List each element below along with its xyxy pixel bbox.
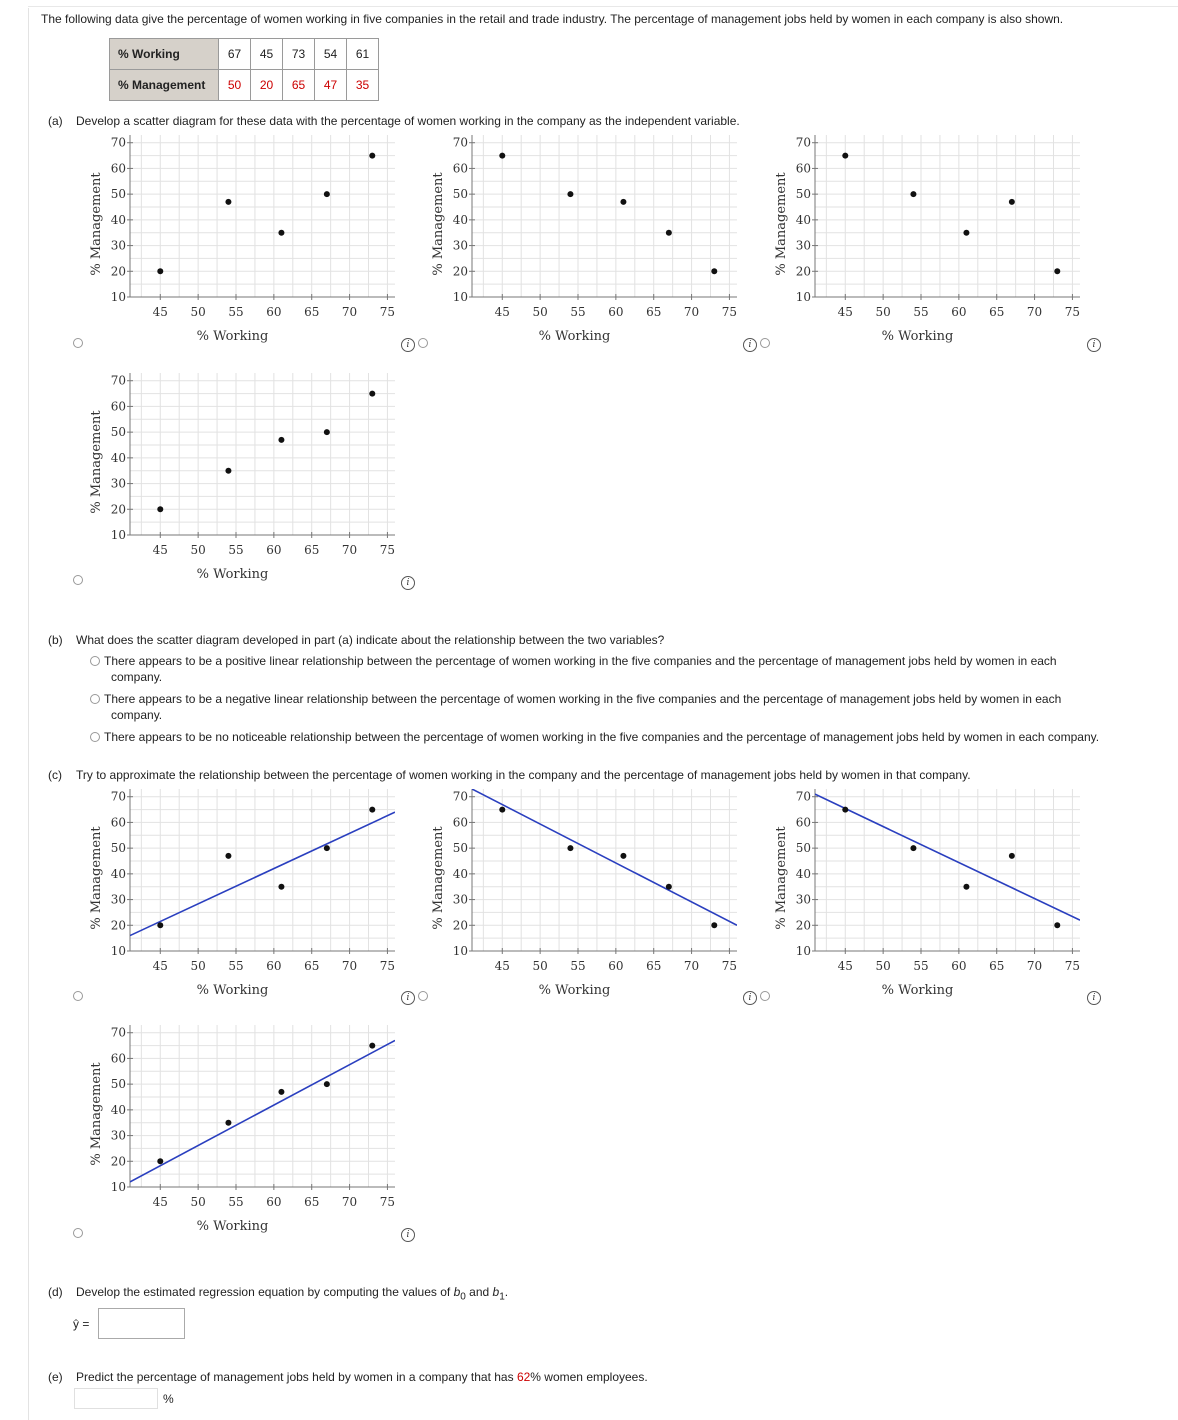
x-tick-label: 70: [341, 959, 358, 973]
y-tick-label: 50: [452, 187, 468, 202]
percent-value: 62: [516, 1370, 531, 1384]
data-point: [711, 268, 717, 274]
y-tick-label: 30: [110, 892, 126, 907]
data-point: [225, 1120, 231, 1126]
info-icon[interactable]: i: [1087, 991, 1101, 1005]
info-icon[interactable]: i: [401, 576, 415, 590]
y-axis-label: % Management: [89, 826, 104, 930]
x-tick-label: 60: [266, 543, 282, 557]
y-tick-label: 60: [110, 815, 126, 830]
table-cell: 45: [251, 39, 283, 70]
data-point: [620, 199, 626, 205]
x-tick-label: 70: [683, 959, 700, 973]
data-point: [369, 391, 375, 397]
y-tick-label: 30: [110, 476, 126, 491]
x-tick-label: 75: [1064, 959, 1081, 973]
top-divider: [28, 6, 1178, 7]
table-cell: 67: [219, 39, 251, 70]
x-tick-label: 55: [228, 543, 244, 557]
y-tick-label: 70: [795, 789, 811, 804]
x-tick-label: 75: [379, 1195, 396, 1209]
x-axis-label: % Working: [196, 567, 269, 582]
info-icon[interactable]: i: [401, 991, 415, 1005]
fit-plot-c4: [80, 1025, 410, 1240]
data-point: [157, 922, 163, 928]
data-table: [109, 38, 379, 101]
data-point: [910, 191, 916, 197]
y-axis-label: % Management: [774, 826, 789, 930]
scatter-plot-a4: [80, 373, 410, 588]
data-point: [157, 268, 163, 274]
table-cell: 35: [347, 70, 379, 101]
scatter-plot-a3: [765, 135, 1095, 350]
y-tick-label: 50: [110, 425, 126, 440]
part-a-question: [48, 114, 740, 128]
x-tick-label: 45: [152, 305, 168, 319]
info-icon[interactable]: i: [401, 1228, 415, 1242]
y-tick-label: 60: [110, 161, 126, 176]
percent-unit: %: [163, 1392, 174, 1406]
data-point: [1009, 853, 1015, 859]
fit-plot-c3: [765, 789, 1095, 1004]
y-axis-label: % Management: [89, 172, 104, 276]
x-tick-label: 70: [341, 305, 358, 319]
part-c-question: [48, 768, 971, 782]
data-point: [369, 1043, 375, 1049]
y-tick-label: 50: [452, 841, 468, 856]
x-tick-label: 75: [1064, 305, 1081, 319]
x-tick-label: 65: [989, 305, 1005, 319]
radio-c-option-3[interactable]: [760, 991, 770, 1001]
radio-a-option-3[interactable]: [760, 338, 770, 348]
data-point: [369, 153, 375, 159]
data-point: [225, 199, 231, 205]
option-text: There appears to be a negative linear relationship between the percentage of women working in the five companies and the percentage of management jobs held by women in each: [104, 692, 1062, 706]
y-tick-label: 20: [110, 502, 126, 517]
y-tick-label: 70: [795, 135, 811, 150]
data-point: [666, 884, 672, 890]
data-point: [499, 807, 505, 813]
option-b-negative[interactable]: [104, 691, 1061, 723]
option-text: There appears to be a positive linear relationship between the percentage of women working in the five companies and the percentage of management jobs held by women in each: [104, 654, 1057, 668]
data-point: [324, 429, 330, 435]
left-divider: [28, 8, 29, 1420]
problem-intro: The following data give the percentage of women working in five companies in the retail and trade industry. The percentage of management jobs held by women in each company is also shown.: [41, 12, 1064, 26]
x-tick-label: 45: [494, 305, 510, 319]
data-point: [324, 845, 330, 851]
data-point: [1054, 268, 1060, 274]
b0-subscript: 0: [460, 1291, 466, 1303]
x-tick-label: 60: [951, 959, 967, 973]
data-point: [567, 845, 573, 851]
x-axis-label: % Working: [881, 983, 954, 998]
y-tick-label: 60: [452, 161, 468, 176]
part-a-label: (a): [48, 114, 63, 128]
prediction-input[interactable]: [74, 1388, 158, 1409]
y-tick-label: 10: [110, 528, 126, 542]
table-cell: 50: [219, 70, 251, 101]
data-point: [324, 1081, 330, 1087]
y-tick-label: 40: [795, 866, 811, 881]
x-tick-label: 65: [304, 959, 320, 973]
x-tick-label: 50: [875, 305, 891, 319]
x-tick-label: 55: [570, 305, 586, 319]
x-tick-label: 65: [646, 959, 662, 973]
y-tick-label: 20: [452, 264, 468, 279]
x-tick-label: 75: [379, 959, 396, 973]
b1-symbol: b: [492, 1285, 500, 1299]
x-tick-label: 50: [532, 959, 548, 973]
option-b-positive[interactable]: [104, 653, 1057, 685]
scatter-plot-a2: [422, 135, 752, 350]
x-tick-label: 65: [304, 1195, 320, 1209]
y-tick-label: 20: [795, 918, 811, 933]
data-point: [963, 884, 969, 890]
y-tick-label: 10: [110, 944, 126, 958]
x-tick-label: 65: [304, 305, 320, 319]
y-axis-label: % Management: [89, 1062, 104, 1166]
data-point: [225, 853, 231, 859]
part-d-question: [48, 1285, 508, 1302]
y-tick-label: 10: [795, 944, 811, 958]
y-tick-label: 30: [452, 238, 468, 253]
data-point: [278, 884, 284, 890]
y-axis-label: % Management: [431, 172, 446, 276]
x-axis-label: % Working: [538, 329, 611, 344]
data-point: [666, 230, 672, 236]
x-tick-label: 60: [951, 305, 967, 319]
x-axis-label: % Working: [196, 1219, 269, 1234]
data-point: [278, 230, 284, 236]
y-tick-label: 20: [452, 918, 468, 933]
y-axis-label: % Management: [89, 410, 104, 514]
table-cell: 65: [283, 70, 315, 101]
option-b-none[interactable]: [104, 729, 1099, 745]
x-axis-label: % Working: [538, 983, 611, 998]
y-tick-label: 10: [452, 290, 468, 304]
y-tick-label: 40: [110, 450, 126, 465]
x-tick-label: 55: [228, 305, 244, 319]
table-cell: 61: [347, 39, 379, 70]
fit-plot-c2: [422, 789, 752, 1004]
radio-c-option-1[interactable]: [73, 991, 83, 1001]
radio-a-option-4[interactable]: [73, 575, 83, 585]
y-tick-label: 50: [795, 841, 811, 856]
b0-symbol: b: [453, 1285, 461, 1299]
x-tick-label: 70: [341, 1195, 358, 1209]
x-axis-label: % Working: [196, 329, 269, 344]
y-tick-label: 10: [110, 1180, 126, 1194]
x-tick-label: 70: [683, 305, 700, 319]
radio-a-option-2[interactable]: [418, 338, 428, 348]
option-text: company.: [111, 670, 163, 684]
y-tick-label: 20: [795, 264, 811, 279]
x-tick-label: 45: [152, 543, 168, 557]
data-point: [620, 853, 626, 859]
y-tick-label: 60: [452, 815, 468, 830]
x-tick-label: 45: [837, 305, 853, 319]
x-tick-label: 45: [837, 959, 853, 973]
y-axis-label: % Management: [774, 172, 789, 276]
y-tick-label: 70: [110, 789, 126, 804]
y-tick-label: 60: [795, 161, 811, 176]
row-label-working: % Working: [110, 39, 219, 70]
table-cell: 47: [315, 70, 347, 101]
y-tick-label: 20: [110, 264, 126, 279]
regression-equation-input[interactable]: [98, 1308, 185, 1339]
y-tick-label: 30: [452, 892, 468, 907]
x-tick-label: 55: [570, 959, 586, 973]
y-tick-label: 70: [110, 373, 126, 388]
y-tick-label: 50: [795, 187, 811, 202]
y-tick-label: 30: [795, 892, 811, 907]
y-tick-label: 40: [110, 212, 126, 227]
radio-b-none[interactable]: [90, 732, 100, 742]
data-point: [1009, 199, 1015, 205]
x-tick-label: 60: [266, 959, 282, 973]
scatter-plot-a1: [80, 135, 410, 350]
y-tick-label: 40: [110, 866, 126, 881]
data-point: [711, 922, 717, 928]
radio-a-option-1[interactable]: [73, 338, 83, 348]
table-cell: 20: [251, 70, 283, 101]
part-d-end: .: [504, 1285, 509, 1299]
x-tick-label: 50: [190, 1195, 206, 1209]
table-row: [110, 70, 379, 101]
y-tick-label: 30: [110, 238, 126, 253]
data-point: [324, 191, 330, 197]
x-tick-label: 60: [608, 959, 624, 973]
x-tick-label: 60: [266, 305, 282, 319]
data-point: [910, 845, 916, 851]
x-tick-label: 45: [152, 1195, 168, 1209]
x-tick-label: 65: [304, 543, 320, 557]
y-tick-label: 70: [452, 135, 468, 150]
x-tick-label: 75: [379, 305, 396, 319]
y-tick-label: 50: [110, 1077, 126, 1092]
y-tick-label: 70: [110, 1025, 126, 1040]
x-tick-label: 50: [190, 543, 206, 557]
part-e-question: [48, 1370, 648, 1384]
data-point: [567, 191, 573, 197]
info-icon[interactable]: i: [743, 991, 757, 1005]
y-axis-label: % Management: [431, 826, 446, 930]
info-icon[interactable]: i: [743, 338, 757, 352]
option-text: company.: [111, 708, 163, 722]
x-tick-label: 60: [266, 1195, 282, 1209]
option-text: There appears to be no noticeable relationship between the percentage of women working in the five companies and the percentage of management jobs held by women in each company.: [104, 730, 1100, 744]
x-tick-label: 70: [1026, 305, 1043, 319]
data-point: [278, 437, 284, 443]
data-point: [842, 807, 848, 813]
x-tick-label: 70: [341, 543, 358, 557]
x-tick-label: 55: [913, 959, 929, 973]
regression-line: [815, 794, 1080, 920]
data-point: [499, 153, 505, 159]
x-tick-label: 75: [721, 305, 738, 319]
y-tick-label: 10: [452, 944, 468, 958]
x-tick-label: 55: [228, 959, 244, 973]
table-cell: 54: [315, 39, 347, 70]
x-axis-label: % Working: [196, 983, 269, 998]
y-tick-label: 60: [795, 815, 811, 830]
y-tick-label: 20: [110, 918, 126, 933]
part-a-text: Develop a scatter diagram for these data with the percentage of women working in the company as the independent variable.: [76, 114, 740, 128]
radio-b-positive[interactable]: [90, 656, 100, 666]
y-tick-label: 40: [795, 212, 811, 227]
x-tick-label: 50: [190, 959, 206, 973]
part-d-text: Develop the estimated regression equation by computing the values of: [76, 1285, 454, 1299]
data-point: [842, 153, 848, 159]
x-tick-label: 55: [913, 305, 929, 319]
data-point: [157, 1158, 163, 1164]
y-tick-label: 60: [110, 1051, 126, 1066]
y-tick-label: 30: [795, 238, 811, 253]
y-tick-label: 10: [110, 290, 126, 304]
data-point: [157, 506, 163, 512]
radio-c-option-4[interactable]: [73, 1228, 83, 1238]
y-tick-label: 40: [452, 866, 468, 881]
x-tick-label: 45: [494, 959, 510, 973]
x-tick-label: 45: [152, 959, 168, 973]
part-c-text: Try to approximate the relationship between the percentage of women working in the company and the percentage of management jobs held by women in that company.: [76, 768, 971, 782]
x-tick-label: 60: [608, 305, 624, 319]
x-tick-label: 55: [228, 1195, 244, 1209]
b1-subscript: 1: [499, 1291, 505, 1303]
part-b-text: What does the scatter diagram developed in part (a) indicate about the relationship between the two variables?: [76, 633, 665, 647]
data-point: [963, 230, 969, 236]
part-c-label: (c): [48, 768, 62, 782]
y-tick-label: 50: [110, 187, 126, 202]
yhat-label: ŷ =: [73, 1317, 90, 1331]
row-label-management: % Management: [110, 70, 219, 101]
info-icon[interactable]: i: [1087, 338, 1101, 352]
x-tick-label: 75: [379, 543, 396, 557]
table-cell: 73: [283, 39, 315, 70]
data-point: [369, 807, 375, 813]
x-axis-label: % Working: [881, 329, 954, 344]
part-d-and: and: [465, 1285, 493, 1299]
radio-b-negative[interactable]: [90, 694, 100, 704]
y-tick-label: 10: [795, 290, 811, 304]
part-e-text: Predict the percentage of management jobs held by women in a company that has: [76, 1370, 517, 1384]
data-point: [225, 468, 231, 474]
x-tick-label: 65: [646, 305, 662, 319]
part-b-label: (b): [48, 633, 63, 647]
y-tick-label: 30: [110, 1128, 126, 1143]
y-tick-label: 20: [110, 1154, 126, 1169]
x-tick-label: 50: [875, 959, 891, 973]
y-tick-label: 60: [110, 399, 126, 414]
data-point: [1054, 922, 1060, 928]
x-tick-label: 75: [721, 959, 738, 973]
data-point: [278, 1089, 284, 1095]
y-tick-label: 50: [110, 841, 126, 856]
x-tick-label: 50: [190, 305, 206, 319]
y-tick-label: 70: [452, 789, 468, 804]
x-tick-label: 70: [1026, 959, 1043, 973]
part-e-label: (e): [48, 1370, 63, 1384]
info-icon[interactable]: i: [401, 338, 415, 352]
regression-line: [130, 1040, 395, 1181]
x-tick-label: 65: [989, 959, 1005, 973]
x-tick-label: 50: [532, 305, 548, 319]
y-tick-label: 40: [452, 212, 468, 227]
table-row: [110, 39, 379, 70]
part-e-text-end: % women employees.: [530, 1370, 648, 1384]
part-b-question: [48, 633, 664, 647]
part-d-label: (d): [48, 1285, 63, 1299]
fit-plot-c1: [80, 789, 410, 1004]
y-tick-label: 70: [110, 135, 126, 150]
y-tick-label: 40: [110, 1102, 126, 1117]
radio-c-option-2[interactable]: [418, 991, 428, 1001]
